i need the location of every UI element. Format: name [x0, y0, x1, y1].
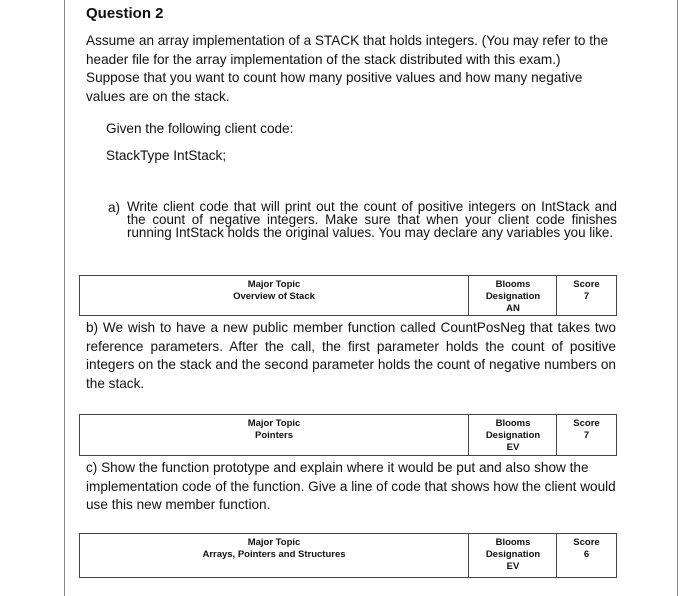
question-title: Question 2 [86, 5, 164, 22]
rubric-score: 7 [583, 430, 590, 441]
part-b-text: b) We wish to have a new public member function called CountPosNeg that takes two reference parameters. After the call, the first parameter holds the count of positive integers on the stack and the second parameter holds the count of negative numbers on the stack. [86, 320, 616, 391]
rubric-blooms-label: Blooms [495, 279, 531, 290]
rubric-score: 7 [583, 291, 590, 302]
rubric-table-b [79, 414, 617, 456]
rubric-topic: Arrays, Pointers and Structures [202, 549, 346, 560]
part-a-text: Write client code that will print out the count of positive integers on IntStack and the count of negative integers. Make sure that when your client code finishes running IntStack holds the original values. You may declare any variables you like. [127, 199, 617, 240]
rubric-blooms-value: EV [506, 442, 520, 453]
rubric-designation-label: Designation [485, 291, 541, 302]
rubric-blooms-label: Blooms [495, 537, 531, 548]
rubric-topic-label: Major Topic [247, 537, 301, 548]
rubric-designation-label: Designation [485, 430, 541, 441]
rubric-score-label: Score [573, 537, 600, 548]
rubric-topic: Pointers [254, 430, 293, 441]
part-a-label: a) [108, 200, 121, 215]
rubric-table-a [79, 275, 617, 316]
rubric-designation-label: Designation [485, 549, 541, 560]
question-intro: Assume an array implementation of a STACK that holds integers. (You may refer to the header file for the array implementation of the stack distributed with this exam.) Suppose that you want to count how many positive values and how many negative values are on the stack. [86, 33, 609, 104]
stack-declaration: StackType IntStack; [106, 148, 227, 163]
rubric-score-label: Score [573, 279, 600, 290]
rubric-blooms-value: EV [506, 561, 520, 572]
rubric-score: 6 [583, 549, 590, 560]
rubric-blooms-value: AN [506, 303, 520, 314]
rubric-topic-label: Major Topic [247, 279, 301, 290]
rubric-score-label: Score [573, 418, 600, 429]
rubric-topic-label: Major Topic [247, 418, 301, 429]
rubric-blooms-label: Blooms [495, 418, 531, 429]
rubric-topic: Overview of Stack [233, 291, 315, 302]
part-c-text: c) Show the function prototype and explain where it would be put and also show the implementation code of the function. Give a line of code that shows how the client would use this new member function. [86, 460, 616, 512]
given-code-label: Given the following client code: [106, 121, 294, 136]
rubric-table-c [79, 533, 617, 578]
